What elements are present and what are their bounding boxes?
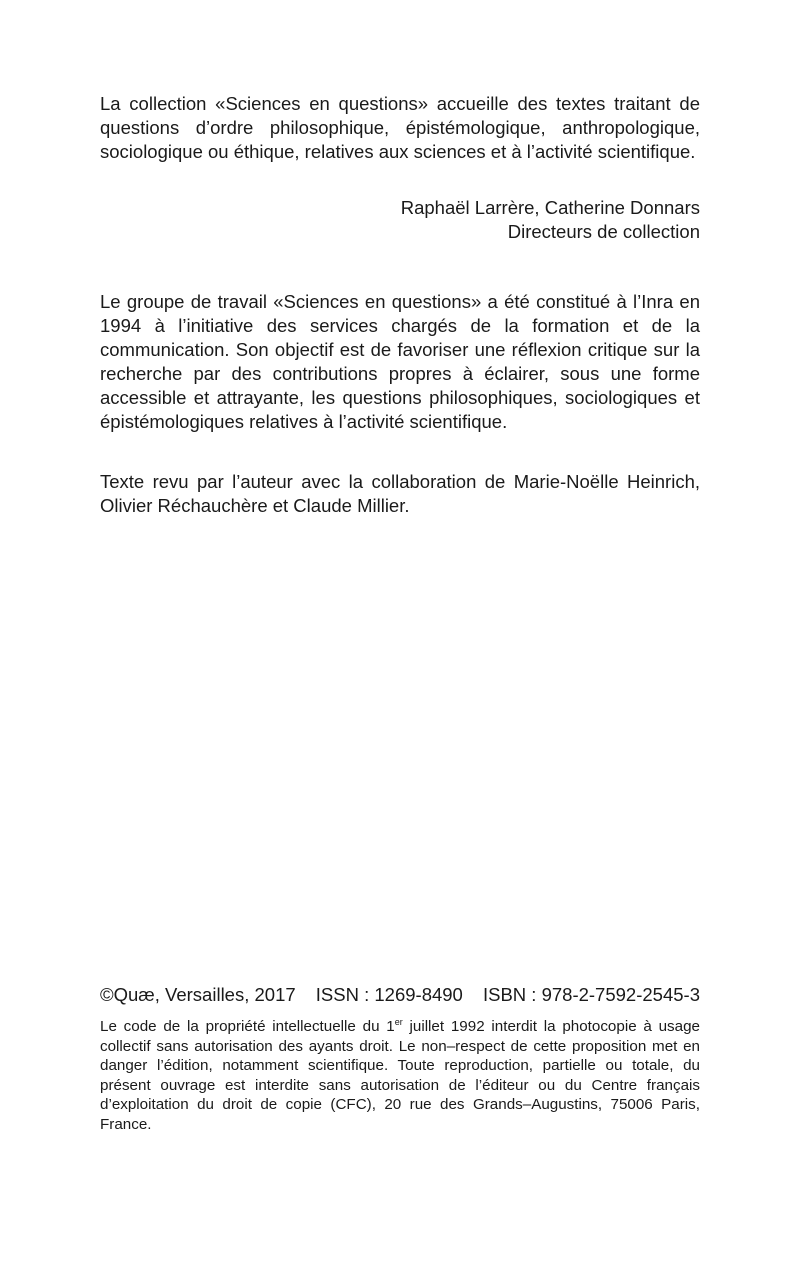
- issn-number: ISSN : 1269-8490: [315, 984, 463, 1005]
- collection-intro-paragraph: La collection «Sciences en questions» accueille des textes traitant de questions d’ordre philosophique, épistémologique, anthropologique, sociologique ou éthique, relatives aux sciences et à l’activité scientifique.: [100, 93, 700, 162]
- copyright-notice: ©Quæ, Versailles, 2017: [100, 984, 296, 1005]
- legal-superscript: er: [394, 1016, 403, 1027]
- legal-notice: [100, 1017, 700, 1135]
- review-credits-paragraph: Texte revu par l’auteur avec la collaboration de Marie-Noëlle Heinrich, Olivier Réchauchère et Claude Millier.: [100, 471, 700, 516]
- isbn-number: ISBN : 978-2-7592-2545-3: [482, 984, 700, 1005]
- director-names: Raphaël Larrère, Catherine Donnars: [400, 197, 700, 218]
- legal-notice-rest: juillet 1992 interdit la photocopie à usage collectif sans autorisation des ayants droit. Le non–respect de cette proposition met en danger l’édition, notamment scientifique. Toute reproduction, partielle ou totale, du présent ouvrage est interdite sans autorisation de l’éditeur ou du Centre français d’exploitation du droit de copie (CFC), 20 rue des Grands–Augustins, 75006 Paris, France.: [100, 1018, 700, 1133]
- publication-footer: [100, 983, 700, 1150]
- legal-notice-start: Le code de la propriété intellectuelle du 1: [100, 1018, 395, 1035]
- front-matter: [100, 92, 700, 518]
- working-group-paragraph: Le groupe de travail «Sciences en questions» a été constitué à l’Inra en 1994 à l’initiative des services chargés de la formation et de la communication. Son objectif est de favoriser une réflexion critique sur la recherche par des contributions propres à éclairer, sous une forme accessible et attrayante, les questions philosophiques, sociologiques et épistémologiques relatives à l’activité scientifique.: [100, 291, 700, 432]
- publication-line: [100, 983, 700, 1007]
- director-role: Directeurs de collection: [507, 221, 700, 242]
- collection-directors: [100, 196, 700, 244]
